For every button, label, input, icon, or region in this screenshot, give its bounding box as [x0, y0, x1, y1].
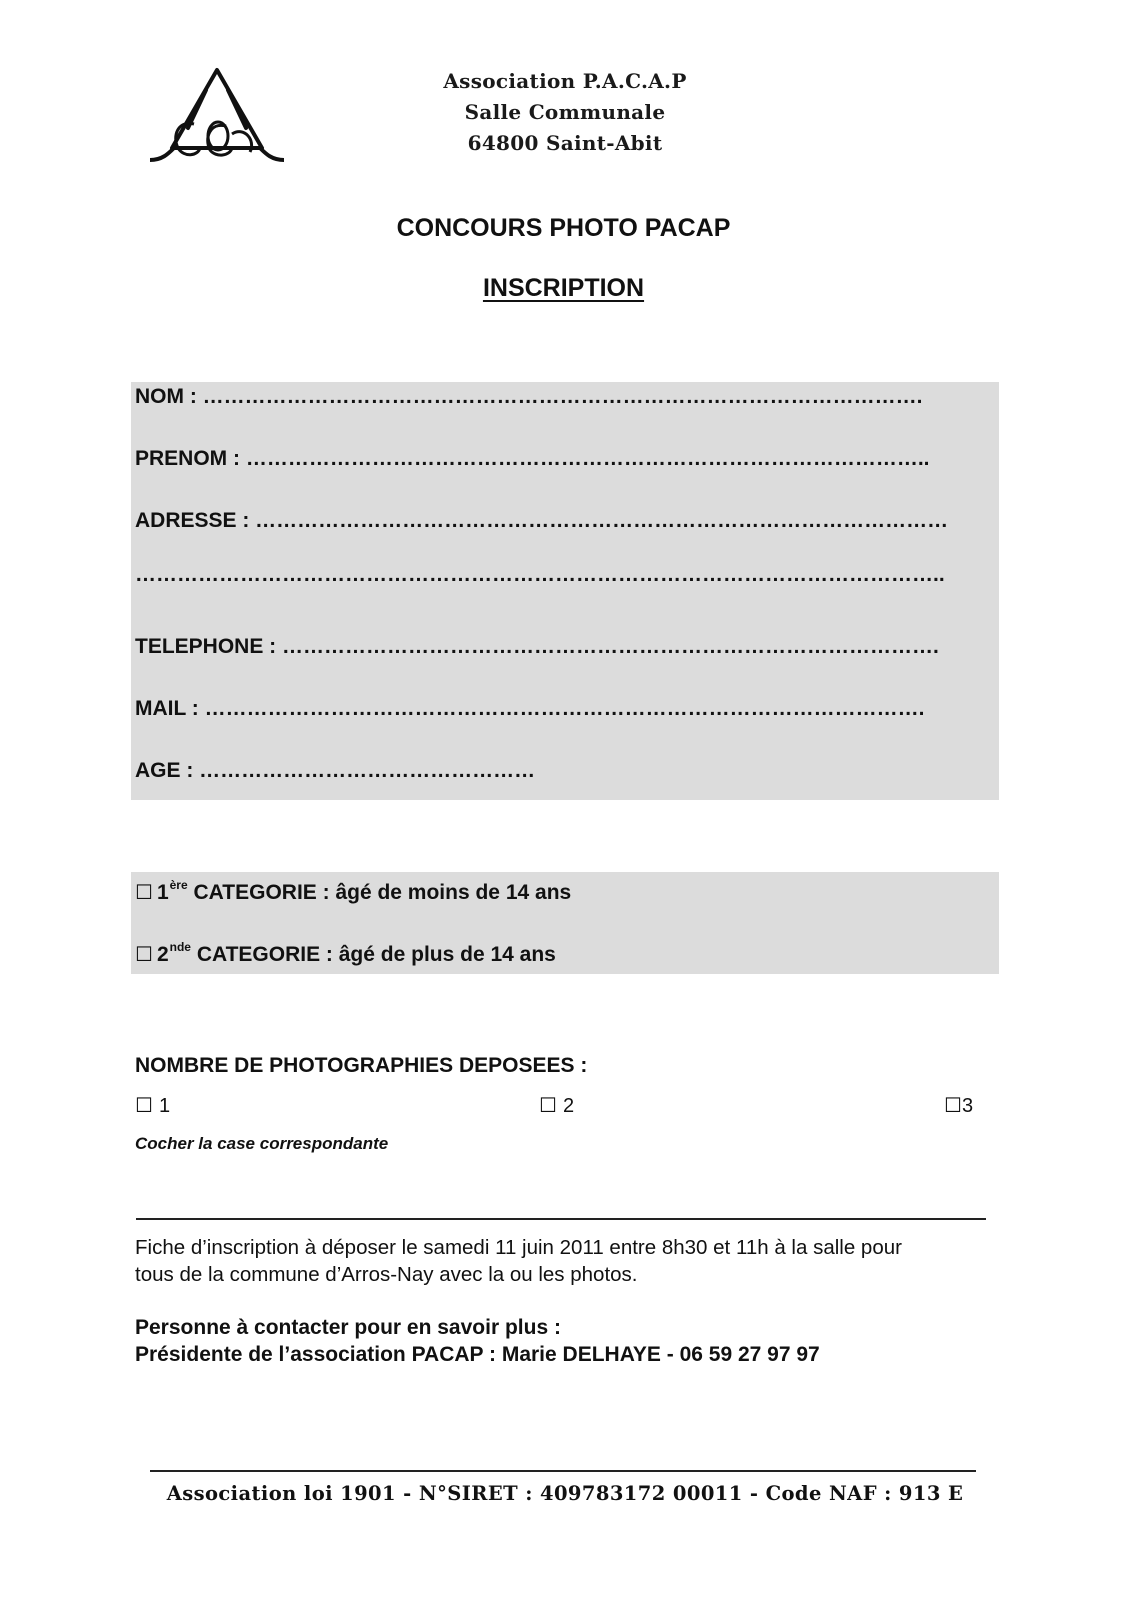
category-1-checkbox[interactable]: ☐ [135, 880, 153, 904]
photo-count-2-label: 2 [562, 1095, 575, 1117]
field-adresse-line2[interactable]: …………………………………………………………………………………………………….. [135, 563, 945, 586]
organization-name: Association P.A.C.A.P [443, 69, 687, 93]
category-2-checkbox[interactable]: ☐ [135, 942, 153, 966]
subtitle-text: INSCRIPTION [482, 274, 645, 302]
contact-block [135, 1314, 1015, 1368]
organization-city: 64800 Saint-Abit [467, 131, 663, 155]
category-2-number: 2 [156, 943, 169, 966]
checkbox-hint: Cocher la case correspondante [135, 1134, 389, 1153]
photo-count-heading: NOMBRE DE PHOTOGRAPHIES DEPOSEES : [135, 1054, 588, 1077]
field-mail[interactable]: MAIL : …………………………………………………………………………………………. [135, 697, 925, 720]
organization-address [400, 66, 730, 159]
category-2-label: CATEGORIE : âgé de plus de 14 ans [196, 943, 556, 966]
notice-line-2: tous de la commune d’Arros-Nay avec la ou les photos. [135, 1263, 638, 1286]
field-telephone[interactable]: TELEPHONE : …………………………………………………………………………………. [135, 635, 939, 658]
personal-info-panel [131, 382, 999, 800]
field-prenom[interactable]: PRENOM : …………………………………………………………………………………….. [135, 447, 930, 470]
field-age[interactable]: AGE : ………………………………………… [135, 759, 536, 782]
category-2-suffix: nde [169, 940, 191, 954]
photo-count-1-checkbox[interactable]: ☐ [135, 1093, 153, 1117]
page-subtitle [0, 274, 1127, 303]
category-option-1[interactable] [135, 872, 571, 906]
photo-count-option-1[interactable] [135, 1093, 170, 1118]
organization-venue: Salle Communale [464, 100, 666, 124]
footer-divider [150, 1470, 976, 1472]
photo-count-2-checkbox[interactable]: ☐ [539, 1093, 557, 1117]
section-divider [136, 1218, 986, 1220]
footer-legal: Association loi 1901 - N°SIRET : 409783172 00011 - Code NAF : 913 E [166, 1482, 964, 1505]
field-adresse[interactable]: ADRESSE : ……………………………………………………………………………………… [135, 509, 949, 532]
photo-count-1-label: 1 [158, 1095, 171, 1117]
submission-notice [135, 1234, 1005, 1288]
photo-count-3-checkbox[interactable]: ☐ [944, 1093, 962, 1117]
photo-count-option-2[interactable] [539, 1093, 574, 1118]
contact-heading: Personne à contacter pour en savoir plus : [135, 1316, 561, 1339]
photo-count-3-label: 3 [961, 1095, 974, 1117]
notice-line-1: Fiche d’inscription à déposer le samedi 11 juin 2011 entre 8h30 et 11h à la salle pour [135, 1236, 902, 1259]
category-option-2[interactable] [135, 934, 556, 968]
pacap-logo-icon [148, 64, 286, 164]
page-title: CONCOURS PHOTO PACAP [396, 214, 731, 242]
contact-person: Présidente de l’association PACAP : Marie DELHAYE - 06 59 27 97 97 [135, 1343, 820, 1366]
category-1-number: 1 [156, 881, 169, 904]
photo-count-option-3[interactable] [944, 1093, 973, 1118]
category-1-label: CATEGORIE : âgé de moins de 14 ans [193, 881, 572, 904]
field-nom[interactable]: NOM : …………………………………………………………………………………………. [135, 385, 923, 408]
category-1-suffix: ère [169, 878, 188, 892]
